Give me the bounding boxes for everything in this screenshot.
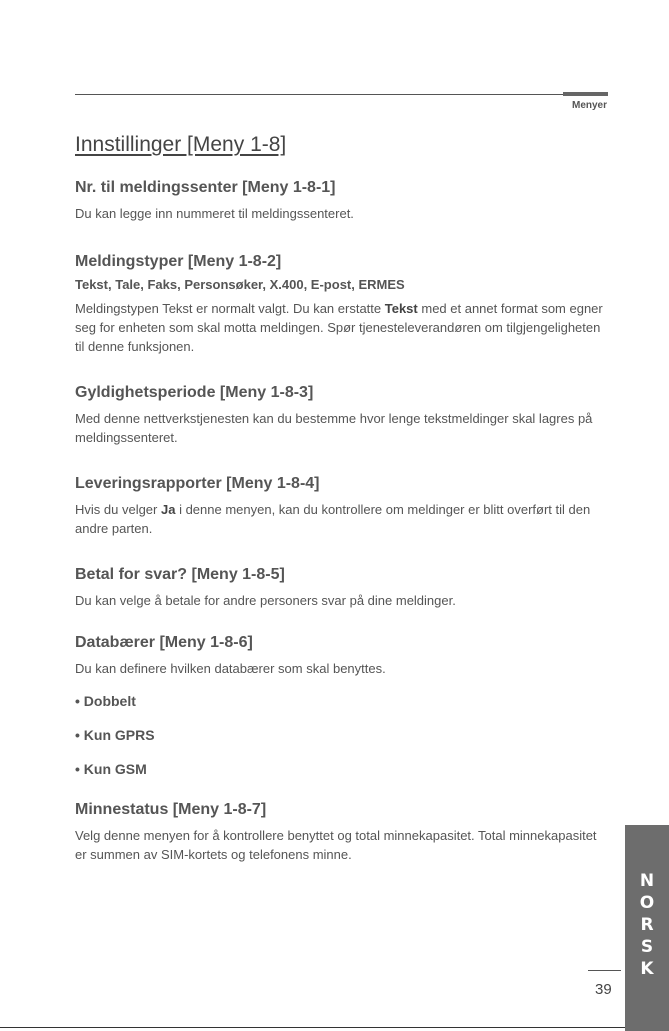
running-header: Menyer — [571, 100, 607, 111]
list-item: • Kun GPRS — [75, 727, 155, 743]
section-subheading: Tekst, Tale, Faks, Personsøker, X.400, E-post, ERMES — [75, 277, 405, 292]
body-bold-term: Ja — [160, 502, 176, 517]
section-data-bearer — [75, 633, 610, 678]
section-body — [75, 500, 610, 538]
section-body: Du kan legge inn nummeret til meldingssenteret. — [75, 206, 354, 221]
section-message-types — [75, 252, 610, 356]
section-heading: Betal for svar? [Meny 1-8-5] — [75, 566, 285, 583]
section-body: Velg denne menyen for å kontrollere benyttet og total minnekapasitet. Total minnekapasitet er summen av SIM-kortets og telefonens minne. — [75, 828, 597, 862]
section-heading: Nr. til meldingssenter [Meny 1-8-1] — [75, 179, 336, 196]
page-title: Innstillinger [Meny 1-8] — [75, 133, 287, 156]
section-heading: Leveringsrapporter [Meny 1-8-4] — [75, 475, 320, 492]
header-rule-tab — [563, 92, 608, 96]
body-text: Hvis du velger — [75, 502, 161, 517]
section-body: Du kan definere hvilken databærer som skal benyttes. — [75, 661, 386, 676]
body-bold-term: Tekst — [384, 301, 418, 316]
section-heading: Meldingstyper [Meny 1-8-2] — [75, 253, 282, 270]
list-item: • Kun GSM — [75, 761, 147, 777]
section-body: Med denne nettverkstjenesten kan du bestemme hvor lenge tekstmeldinger skal lagres på meldingssenteret. — [75, 411, 593, 445]
side-tab-letter: O — [639, 893, 655, 913]
body-text: med et annet format som egner seg for enheten som skal motta meldingen. Spør tjenesteleverandøren om tilgjengeligheten til denne funksjonen. — [75, 301, 603, 354]
section-body — [75, 299, 610, 356]
list-item: • Dobbelt — [75, 693, 136, 709]
section-heading: Gyldighetsperiode [Meny 1-8-3] — [75, 384, 314, 401]
section-memory-status — [75, 800, 610, 864]
side-tab-letter: S — [640, 937, 654, 957]
side-tab-letter: K — [640, 959, 654, 979]
section-delivery-reports — [75, 474, 610, 538]
side-tab-letter: N — [639, 871, 655, 891]
section-validity-period — [75, 383, 610, 447]
page-number-rule — [588, 970, 621, 971]
section-body: Du kan velge å betale for andre personers svar på dine meldinger. — [75, 593, 456, 608]
body-text: i denne menyen, kan du kontrollere om meldinger er blitt overført til den andre parten. — [75, 502, 591, 536]
body-text: Meldingstypen Tekst er normalt valgt. Du kan erstatte — [75, 301, 385, 316]
side-tab-label — [637, 870, 657, 980]
section-heading: Minnestatus [Meny 1-8-7] — [75, 801, 267, 818]
header-rule — [75, 94, 608, 95]
side-tab-letter: R — [640, 915, 654, 935]
section-reply-charge — [75, 565, 610, 610]
bottom-rule — [0, 1027, 625, 1028]
bearer-options-list — [75, 693, 155, 795]
section-heading: Databærer [Meny 1-8-6] — [75, 634, 253, 651]
language-side-tab — [625, 825, 669, 1031]
section-message-center — [75, 178, 610, 223]
page-number: 39 — [595, 981, 612, 998]
